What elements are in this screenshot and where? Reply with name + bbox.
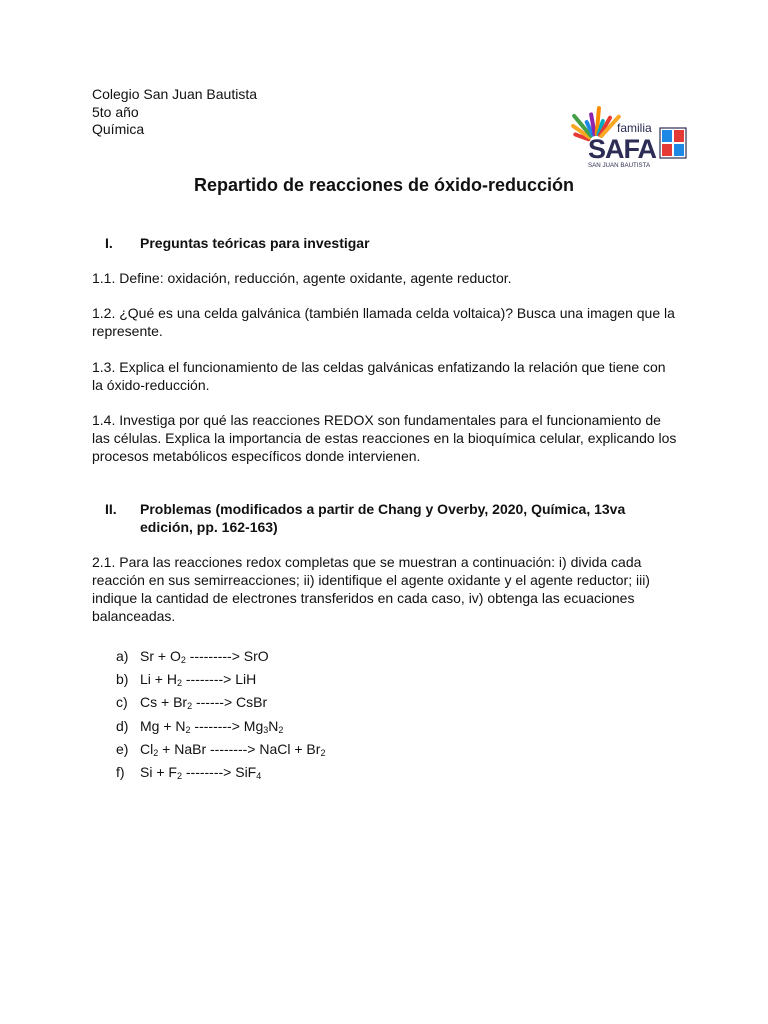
grade-level: 5to año (92, 103, 139, 120)
logo-subtitle: SAN JUAN BAUTISTA (588, 162, 651, 169)
header-block (92, 86, 257, 139)
subject-name: Química (92, 121, 145, 137)
reaction-label: f) (116, 763, 125, 780)
document-title: Repartido de reacciones de óxido-reducción (193, 175, 575, 195)
school-name: Colegio San Juan Bautista (92, 86, 257, 102)
section-2-number: II. (105, 501, 117, 517)
reaction-equation: $Li + H_2$ --------> LiH (140, 671, 257, 689)
section-1-title: Preguntas teóricas para investigar (140, 235, 370, 251)
reaction-label: d) (116, 717, 129, 734)
section-2-title: Problemas (modificados a partir de Chang y Overby, 2020, Química, 13va edición, pp. 162-163) (140, 501, 626, 535)
reaction-equation: $Si + F_2$ --------> SiF$_4$ (140, 763, 262, 781)
problem-2-1-intro: 2.1. Para las reacciones redox completas que se muestran a continuación: i) divida cada reacción en sus semirreacciones; ii) identifique el agente oxidante y el agente reductor; iii) indique la cantidad de electrones transferidos en cada caso, iv) obtenga las ecuaciones balanceadas. (92, 554, 650, 624)
reaction-label: b) (116, 671, 129, 688)
question-1-1: 1.1. Define: oxidación, reducción, agente oxidante, agente reductor. (92, 270, 512, 286)
logo-top-word: familia (617, 121, 652, 135)
reaction-equation: $Cs + Br_2$ ------> CsBr (140, 694, 268, 712)
section-1-number: I. (105, 235, 113, 251)
reaction-label: c) (116, 694, 128, 711)
logo-brand: SAFA (588, 134, 657, 164)
question-1-4: 1.4. Investiga por qué las reacciones REDOX son fundamentales para el funcionamiento de las células. Explica la importancia de estas reacciones en la bioquímica celular, explicando los procesos metabólicos específicos donde intervienen. (92, 412, 677, 464)
reaction-label: e) (116, 740, 129, 757)
logo-flag (660, 128, 686, 158)
reaction-equation: $Mg + N_2$ --------> $Mg_3N_2$ (140, 717, 284, 735)
question-1-2: 1.2. ¿Qué es una celda galvánica (también llamada celda voltaica)? Busca una imagen que la represente. (92, 305, 675, 339)
reaction-equation: $Cl_2$ + NaBr --------> NaCl + $Br_2$ (140, 740, 326, 758)
reaction-label: a) (116, 648, 129, 664)
question-1-3: 1.3. Explica el funcionamiento de las celdas galvánicas enfatizando la relación que tiene con la óxido-reducción. (92, 359, 666, 393)
safa-logo (556, 98, 690, 170)
reaction-equation: $Sr + O_2$ ---------> SrO (140, 648, 269, 665)
